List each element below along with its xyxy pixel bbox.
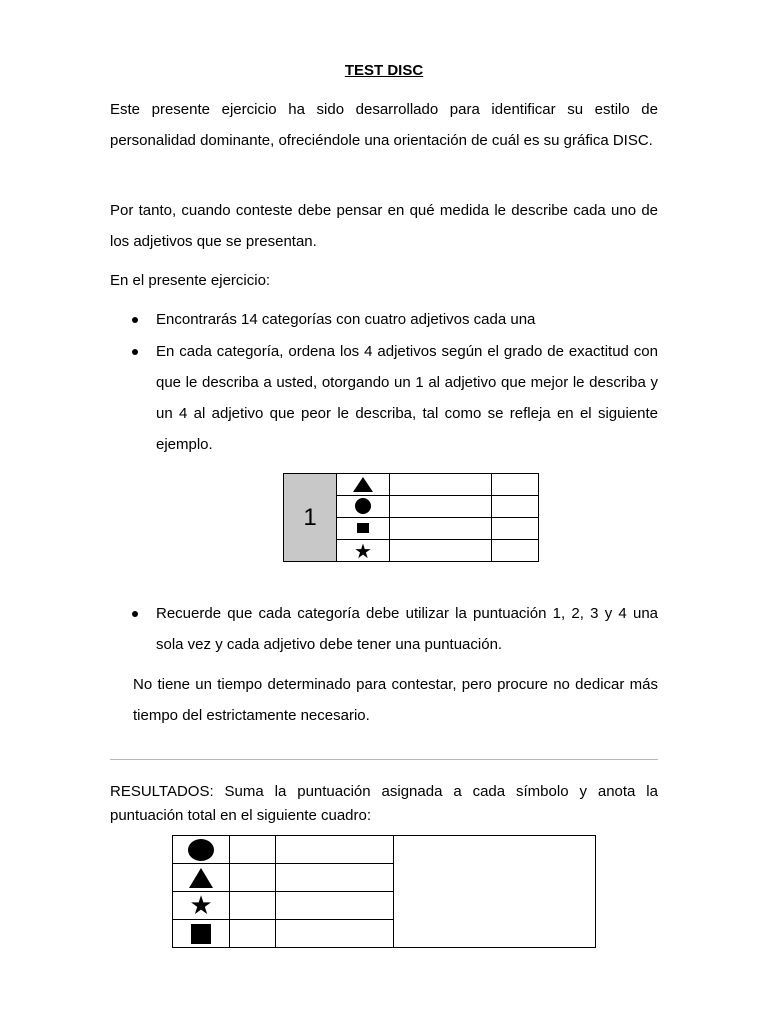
- bullet-text: Recuerde que cada categoría debe utilizar la puntuación 1, 2, 3 y 4 una sola vez y cada adjetivo debe tener una puntuación.: [156, 605, 658, 653]
- total-cell[interactable]: [230, 892, 276, 920]
- symbol-cell: [173, 892, 230, 920]
- style-cell[interactable]: [276, 892, 394, 920]
- score-cell[interactable]: [492, 474, 539, 496]
- adjective-cell[interactable]: [390, 474, 492, 496]
- exercise-lead: En el presente ejercicio:: [110, 272, 271, 289]
- list-item: [110, 304, 658, 335]
- bullet-icon: [132, 317, 138, 323]
- results-paragraph: RESULTADOS: Suma la puntuación asignada a cada símbolo y anota la puntuación total en el siguiente cuadro:: [110, 783, 658, 824]
- instruction-list: [110, 304, 658, 460]
- bullet-text: Encontrarás 14 categorías con cuatro adjetivos cada una: [156, 311, 536, 328]
- triangle-icon: [353, 477, 373, 492]
- example-table: [283, 473, 539, 562]
- triangle-icon: [189, 868, 213, 888]
- bullet-icon: [132, 611, 138, 617]
- list-item: [110, 598, 658, 660]
- notes-cell[interactable]: [394, 836, 596, 948]
- symbol-cell: [173, 836, 230, 864]
- symbol-cell: [173, 864, 230, 892]
- total-cell[interactable]: [230, 836, 276, 864]
- reminder-list: [110, 598, 658, 660]
- category-number: 1: [284, 474, 337, 562]
- score-cell[interactable]: [492, 496, 539, 518]
- total-cell[interactable]: [230, 864, 276, 892]
- bullet-text: En cada categoría, ordena los 4 adjetivos según el grado de exactitud con que le describa a usted, otorgando un 1 al adjetivo que mejor le describa y un 4 al adjetivo que peor le describa, tal como se refleja en el siguiente ejemplo.: [156, 343, 658, 453]
- symbol-cell: [337, 474, 390, 496]
- adjective-cell[interactable]: [390, 518, 492, 540]
- bullet-icon: [132, 349, 138, 355]
- total-cell[interactable]: [230, 920, 276, 948]
- score-cell[interactable]: [492, 540, 539, 562]
- symbol-cell: [337, 518, 390, 540]
- style-cell[interactable]: [276, 920, 394, 948]
- circle-icon: [188, 839, 214, 861]
- symbol-cell: [337, 496, 390, 518]
- style-cell[interactable]: [276, 864, 394, 892]
- square-icon: [357, 523, 369, 533]
- square-icon: [191, 924, 211, 944]
- circle-icon: [355, 498, 371, 514]
- list-item: [110, 336, 658, 460]
- symbol-cell: [173, 920, 230, 948]
- results-table: [172, 835, 596, 948]
- page-title: TEST DISC: [344, 62, 424, 79]
- intro-paragraph: Este presente ejercicio ha sido desarrollado para identificar su estilo de personalidad dominante, ofreciéndole una orientación de cuál es su gráfica DISC.: [110, 101, 658, 149]
- adjective-cell[interactable]: [390, 496, 492, 518]
- no-time-paragraph: No tiene un tiempo determinado para contestar, pero procure no dedicar más tiempo del estrictamente necesario.: [133, 676, 658, 724]
- star-icon: ★: [189, 890, 213, 921]
- section-divider: [110, 759, 658, 760]
- symbol-cell: [337, 540, 390, 562]
- adjective-cell[interactable]: [390, 540, 492, 562]
- style-cell[interactable]: [276, 836, 394, 864]
- score-cell[interactable]: [492, 518, 539, 540]
- instructions-paragraph: Por tanto, cuando conteste debe pensar en qué medida le describe cada uno de los adjetivos que se presentan.: [110, 202, 658, 250]
- star-icon: ★: [354, 538, 372, 563]
